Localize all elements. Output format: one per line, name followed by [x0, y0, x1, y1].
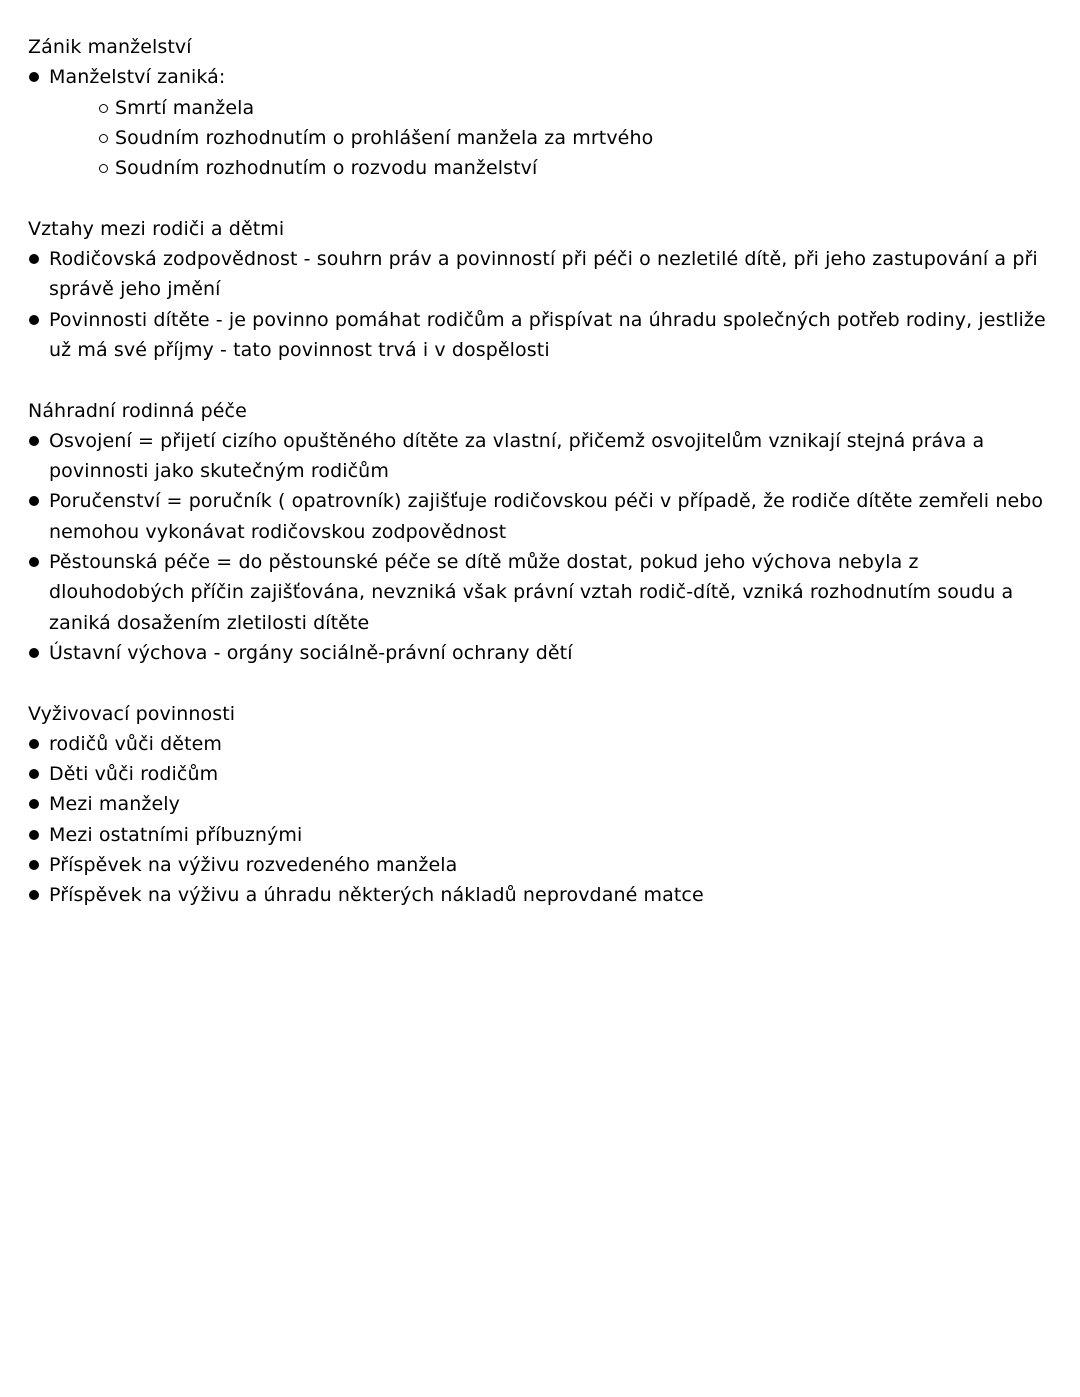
bullet-icon [29, 436, 39, 446]
list-item [28, 638, 1058, 668]
bullet-icon [29, 72, 39, 82]
bullet-icon [29, 890, 39, 900]
list-item [28, 729, 1058, 759]
sub-list [49, 93, 1058, 184]
section-nahradni-pece [28, 396, 1058, 669]
bullet-list [28, 62, 1058, 183]
list-item-text: Poručenství = poručník ( opatrovník) zajišťuje rodičovskou péči v případě, že rodiče dítěte zemřeli nebo nemohou vykonávat rodičovskou zodpovědnost [49, 490, 1044, 543]
hollow-bullet-icon [99, 164, 108, 173]
hollow-bullet-icon [99, 134, 108, 143]
bullet-icon [29, 769, 39, 779]
sub-list-item-text: Soudním rozhodnutím o rozvodu manželství [115, 157, 538, 180]
sub-list-item-text: Soudním rozhodnutím o prohlášení manžela za mrtvého [115, 126, 654, 149]
list-item-text: Osvojení = přijetí cizího opuštěného dítěte za vlastní, přičemž osvojitelům vznikají stejná práva a povinnosti jako skutečným rodičům [49, 429, 985, 483]
bullet-icon [29, 830, 39, 840]
section-vztahy-rodice-deti [28, 214, 1058, 365]
list-item-text: Děti vůči rodičům [49, 763, 219, 786]
list-item [28, 244, 1058, 305]
list-item-text: Rodičovská zodpovědnost - souhrn práv a povinností při péči o nezletilé dítě, při jeho zastupování a při správě jeho jmění [49, 248, 1038, 301]
list-item [28, 759, 1058, 789]
sub-list-item-text: Smrtí manžela [115, 96, 255, 119]
list-item [28, 850, 1058, 880]
list-item-text: Pěstounská péče = do pěstounské péče se dítě může dostat, pokud jeho výchova nebyla z dlouhodobých příčin zajišťována, nevzniká však právní vztah rodič-dítě, vzniká rozhodnutím soudu a zaniká dosažením zletilosti dítěte [49, 551, 1014, 634]
section-heading: Zánik manželství [28, 36, 192, 58]
list-item-text: rodičů vůči dětem [49, 732, 223, 755]
bullet-icon [29, 496, 39, 506]
sub-list-item [49, 153, 1058, 183]
bullet-icon [29, 315, 39, 325]
sub-list-item [49, 123, 1058, 153]
sub-list-item [49, 93, 1058, 123]
hollow-bullet-icon [99, 104, 108, 113]
bullet-icon [29, 860, 39, 870]
bullet-icon [29, 254, 39, 264]
list-item [28, 62, 1058, 183]
list-item-text: Ústavní výchova - orgány sociálně-právní ochrany dětí [49, 641, 573, 664]
list-item [28, 880, 1058, 910]
bullet-list [28, 426, 1058, 668]
bullet-list [28, 244, 1058, 365]
bullet-icon [29, 739, 39, 749]
bullet-icon [29, 557, 39, 567]
list-item [28, 820, 1058, 850]
section-heading: Vyživovací povinnosti [28, 702, 236, 725]
section-zanik-manzelstvi [28, 32, 1058, 183]
document-page [28, 32, 1058, 941]
list-item [28, 789, 1058, 819]
bullet-list [28, 729, 1058, 911]
list-item [28, 547, 1058, 638]
list-item [28, 305, 1058, 366]
list-item-text: Mezi ostatními příbuznými [49, 823, 303, 846]
bullet-icon [29, 799, 39, 809]
list-item-text: Manželství zaniká: [49, 66, 226, 89]
list-item-text: Povinnosti dítěte - je povinno pomáhat rodičům a přispívat na úhradu společných potřeb rodiny, jestliže už má své příjmy - tato povinnost trvá i v dospělosti [49, 308, 1046, 361]
list-item-text: Příspěvek na výživu a úhradu některých nákladů neprovdané matce [49, 884, 704, 907]
bullet-icon [29, 648, 39, 658]
section-heading: Náhradní rodinná péče [28, 399, 247, 422]
list-item [28, 486, 1058, 547]
section-vyzivovaci-povinnosti [28, 699, 1058, 911]
list-item-text: Mezi manžely [49, 793, 180, 816]
list-item [28, 426, 1058, 487]
section-heading: Vztahy mezi rodiči a dětmi [28, 217, 285, 240]
list-item-text: Příspěvek na výživu rozvedeného manžela [49, 854, 458, 877]
